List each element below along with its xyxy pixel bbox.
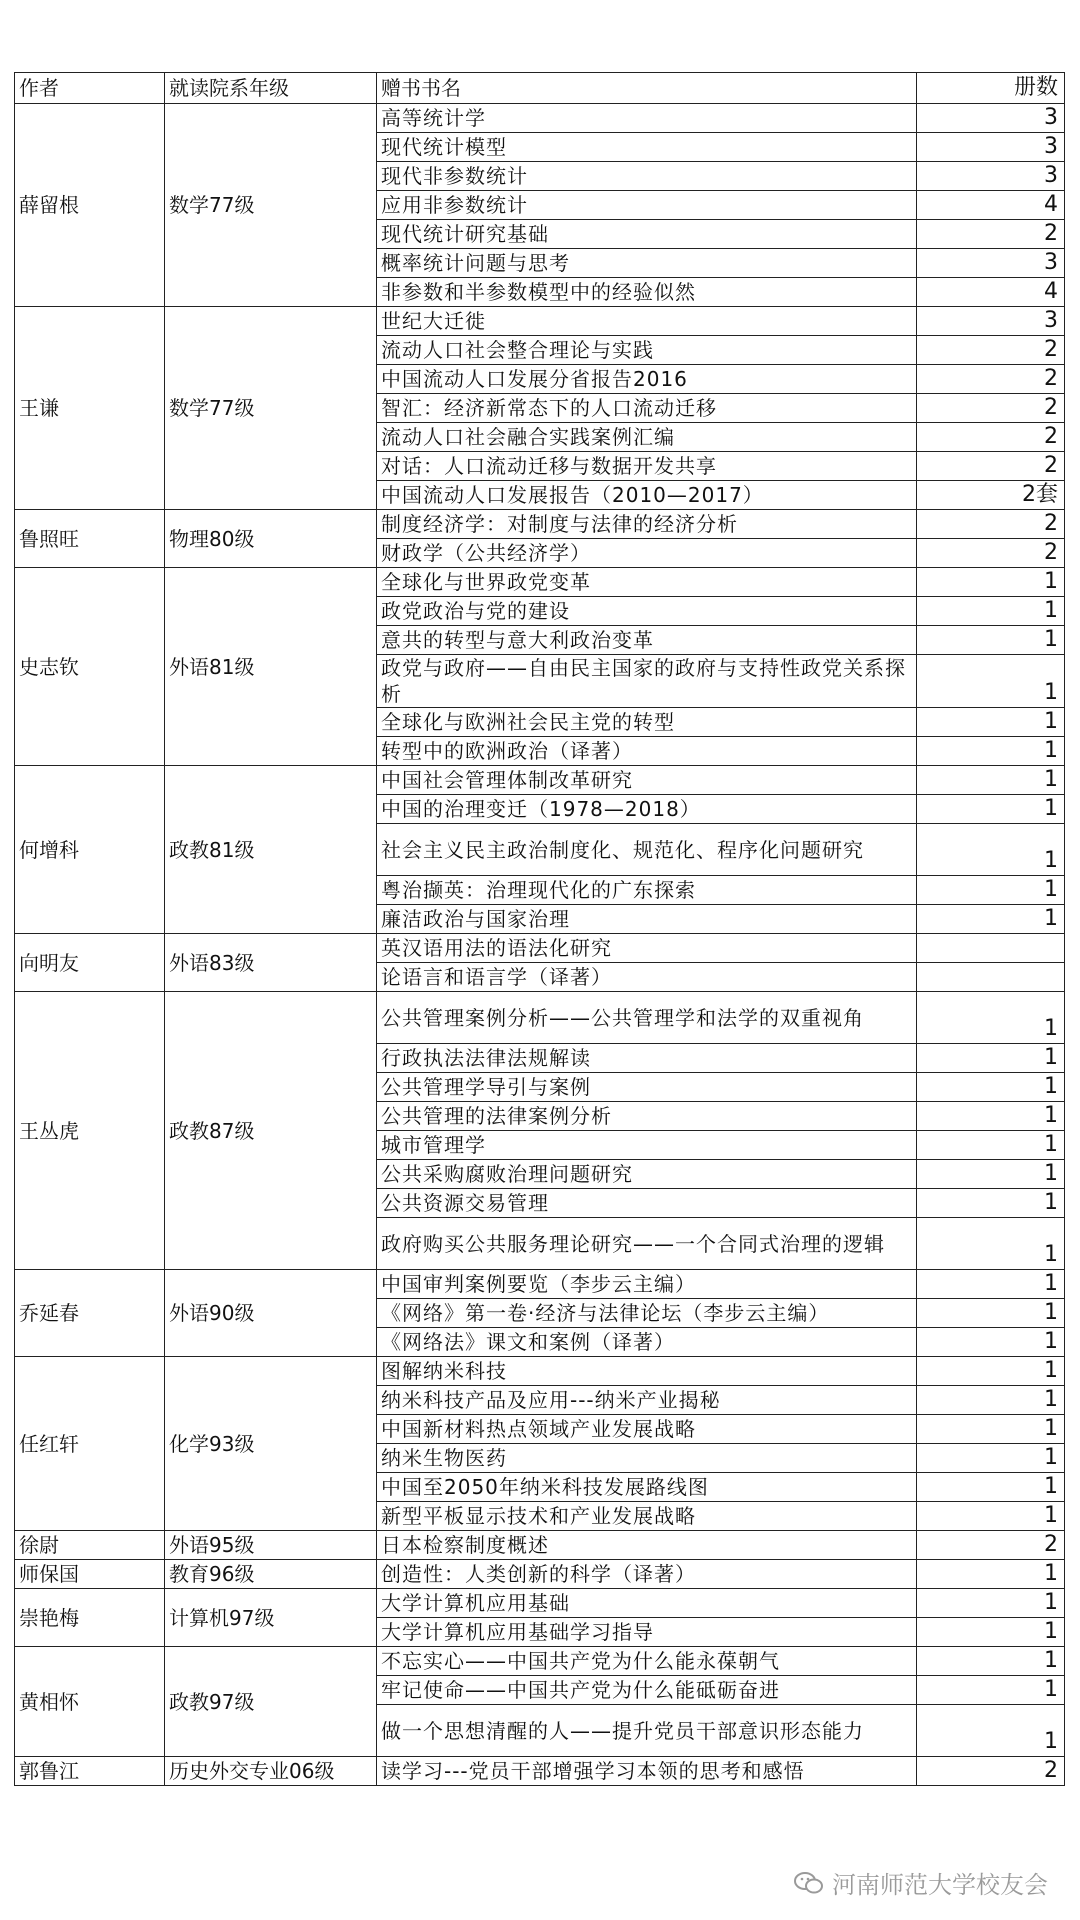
count-cell: 3 bbox=[917, 104, 1065, 133]
table-body bbox=[15, 104, 1065, 1786]
count-cell: 1 bbox=[917, 1415, 1065, 1444]
author-cell: 何增科 bbox=[15, 766, 165, 934]
count-cell: 1 bbox=[917, 737, 1065, 766]
author-cell: 薛留根 bbox=[15, 104, 165, 307]
book-title-cell: 政党与政府——自由民主国家的政府与支持性政党关系探析 bbox=[377, 655, 917, 708]
book-title-cell: 中国审判案例要览（李步云主编） bbox=[377, 1270, 917, 1299]
count-cell: 1 bbox=[917, 1299, 1065, 1328]
count-cell: 1 bbox=[917, 876, 1065, 905]
count-cell: 1 bbox=[917, 1160, 1065, 1189]
dept-cell: 外语90级 bbox=[165, 1270, 377, 1357]
watermark bbox=[794, 1865, 1048, 1900]
donation-sheet bbox=[14, 72, 1064, 1786]
book-title-cell: 全球化与世界政党变革 bbox=[377, 568, 917, 597]
dept-cell: 政教81级 bbox=[165, 766, 377, 934]
author-cell: 鲁照旺 bbox=[15, 510, 165, 568]
book-title-cell: 日本检察制度概述 bbox=[377, 1531, 917, 1560]
count-cell: 2 bbox=[917, 423, 1065, 452]
book-title-cell: 流动人口社会融合实践案例汇编 bbox=[377, 423, 917, 452]
count-cell: 1 bbox=[917, 1589, 1065, 1618]
count-cell: 2 bbox=[917, 452, 1065, 481]
author-cell: 徐尉 bbox=[15, 1531, 165, 1560]
header-dept: 就读院系年级 bbox=[165, 73, 377, 104]
author-cell: 乔延春 bbox=[15, 1270, 165, 1357]
table-row bbox=[15, 1560, 1065, 1589]
count-cell: 1 bbox=[917, 1102, 1065, 1131]
header-count: 册数 bbox=[917, 73, 1065, 104]
count-cell: 2 bbox=[917, 539, 1065, 568]
count-cell: 1 bbox=[917, 1560, 1065, 1589]
header-author: 作者 bbox=[15, 73, 165, 104]
watermark-text: 河南师范大学校友会 bbox=[832, 1871, 1048, 1899]
book-title-cell: 《网络法》课文和案例（译著） bbox=[377, 1328, 917, 1357]
book-title-cell: 大学计算机应用基础学习指导 bbox=[377, 1618, 917, 1647]
book-title-cell: 公共资源交易管理 bbox=[377, 1189, 917, 1218]
book-title-cell: 现代统计模型 bbox=[377, 133, 917, 162]
count-cell: 4 bbox=[917, 278, 1065, 307]
count-cell: 2 bbox=[917, 1531, 1065, 1560]
count-cell: 1 bbox=[917, 1073, 1065, 1102]
table-row bbox=[15, 1531, 1065, 1560]
count-cell: 1 bbox=[917, 1473, 1065, 1502]
table-row bbox=[15, 104, 1065, 133]
dept-cell: 计算机97级 bbox=[165, 1589, 377, 1647]
count-cell: 3 bbox=[917, 162, 1065, 191]
book-title-cell: 现代统计研究基础 bbox=[377, 220, 917, 249]
count-cell: 1 bbox=[917, 1647, 1065, 1676]
table-row bbox=[15, 510, 1065, 539]
count-cell bbox=[917, 934, 1065, 963]
book-title-cell: 大学计算机应用基础 bbox=[377, 1589, 917, 1618]
count-cell: 4 bbox=[917, 191, 1065, 220]
book-title-cell: 纳米生物医药 bbox=[377, 1444, 917, 1473]
book-title-cell: 新型平板显示技术和产业发展战略 bbox=[377, 1502, 917, 1531]
table-row bbox=[15, 1270, 1065, 1299]
book-donation-table bbox=[14, 72, 1065, 1786]
book-title-cell: 做一个思想清醒的人——提升党员干部意识形态能力 bbox=[377, 1705, 917, 1757]
table-row bbox=[15, 992, 1065, 1044]
count-cell: 1 bbox=[917, 708, 1065, 737]
count-cell: 1 bbox=[917, 1328, 1065, 1357]
count-cell: 2 bbox=[917, 220, 1065, 249]
count-cell: 2 bbox=[917, 365, 1065, 394]
book-title-cell: 智汇：经济新常态下的人口流动迁移 bbox=[377, 394, 917, 423]
book-title-cell: 中国社会管理体制改革研究 bbox=[377, 766, 917, 795]
book-title-cell: 《网络》第一卷·经济与法律论坛（李步云主编） bbox=[377, 1299, 917, 1328]
book-title-cell: 纳米科技产品及应用---纳米产业揭秘 bbox=[377, 1386, 917, 1415]
dept-cell: 外语81级 bbox=[165, 568, 377, 766]
book-title-cell: 概率统计问题与思考 bbox=[377, 249, 917, 278]
count-cell: 2 bbox=[917, 336, 1065, 365]
book-title-cell: 中国的治理变迁（1978—2018） bbox=[377, 795, 917, 824]
book-title-cell: 现代非参数统计 bbox=[377, 162, 917, 191]
count-cell: 1 bbox=[917, 795, 1065, 824]
count-cell: 2套 bbox=[917, 481, 1065, 510]
author-cell: 黄相怀 bbox=[15, 1647, 165, 1757]
count-cell: 3 bbox=[917, 133, 1065, 162]
book-title-cell: 创造性：人类创新的科学（译著） bbox=[377, 1560, 917, 1589]
book-title-cell: 应用非参数统计 bbox=[377, 191, 917, 220]
count-cell: 1 bbox=[917, 626, 1065, 655]
wechat-icon bbox=[794, 1871, 824, 1895]
book-title-cell: 中国至2050年纳米科技发展路线图 bbox=[377, 1473, 917, 1502]
book-title-cell: 粤治撷英：治理现代化的广东探索 bbox=[377, 876, 917, 905]
count-cell: 1 bbox=[917, 766, 1065, 795]
book-title-cell: 世纪大迁徙 bbox=[377, 307, 917, 336]
count-cell: 2 bbox=[917, 394, 1065, 423]
count-cell: 1 bbox=[917, 1444, 1065, 1473]
author-cell: 郭鲁江 bbox=[15, 1757, 165, 1786]
table-row bbox=[15, 934, 1065, 963]
book-title-cell: 牢记使命——中国共产党为什么能砥砺奋进 bbox=[377, 1676, 917, 1705]
table-row bbox=[15, 568, 1065, 597]
book-title-cell: 中国流动人口发展分省报告2016 bbox=[377, 365, 917, 394]
book-title-cell: 英汉语用法的语法化研究 bbox=[377, 934, 917, 963]
book-title-cell: 公共管理学导引与案例 bbox=[377, 1073, 917, 1102]
count-cell: 1 bbox=[917, 1218, 1065, 1270]
count-cell: 1 bbox=[917, 1618, 1065, 1647]
count-cell: 1 bbox=[917, 1705, 1065, 1757]
count-cell: 1 bbox=[917, 1386, 1065, 1415]
count-cell: 1 bbox=[917, 655, 1065, 708]
header-book: 赠书书名 bbox=[377, 73, 917, 104]
table-row bbox=[15, 1357, 1065, 1386]
author-cell: 史志钦 bbox=[15, 568, 165, 766]
table-row bbox=[15, 766, 1065, 795]
author-cell: 王谦 bbox=[15, 307, 165, 510]
count-cell: 1 bbox=[917, 824, 1065, 876]
book-title-cell: 不忘实心——中国共产党为什么能永葆朝气 bbox=[377, 1647, 917, 1676]
book-title-cell: 公共管理案例分析——公共管理学和法学的双重视角 bbox=[377, 992, 917, 1044]
count-cell: 1 bbox=[917, 1502, 1065, 1531]
dept-cell: 政教87级 bbox=[165, 992, 377, 1270]
count-cell: 1 bbox=[917, 1270, 1065, 1299]
dept-cell: 外语83级 bbox=[165, 934, 377, 992]
count-cell: 1 bbox=[917, 1131, 1065, 1160]
count-cell: 1 bbox=[917, 568, 1065, 597]
author-cell: 任红轩 bbox=[15, 1357, 165, 1531]
dept-cell: 外语95级 bbox=[165, 1531, 377, 1560]
count-cell: 1 bbox=[917, 1676, 1065, 1705]
dept-cell: 历史外交专业06级 bbox=[165, 1757, 377, 1786]
dept-cell: 数学77级 bbox=[165, 104, 377, 307]
book-title-cell: 对话：人口流动迁移与数据开发共享 bbox=[377, 452, 917, 481]
book-title-cell: 论语言和语言学（译著） bbox=[377, 963, 917, 992]
count-cell: 3 bbox=[917, 249, 1065, 278]
count-cell: 1 bbox=[917, 992, 1065, 1044]
book-title-cell: 中国新材料热点领域产业发展战略 bbox=[377, 1415, 917, 1444]
book-title-cell: 行政执法法律法规解读 bbox=[377, 1044, 917, 1073]
table-row bbox=[15, 1647, 1065, 1676]
author-cell: 崇艳梅 bbox=[15, 1589, 165, 1647]
table-row bbox=[15, 1757, 1065, 1786]
book-title-cell: 公共采购腐败治理问题研究 bbox=[377, 1160, 917, 1189]
author-cell: 师保国 bbox=[15, 1560, 165, 1589]
dept-cell: 化学93级 bbox=[165, 1357, 377, 1531]
count-cell: 1 bbox=[917, 1189, 1065, 1218]
table-row bbox=[15, 307, 1065, 336]
book-title-cell: 中国流动人口发展报告（2010—2017） bbox=[377, 481, 917, 510]
book-title-cell: 政党政治与党的建设 bbox=[377, 597, 917, 626]
book-title-cell: 高等统计学 bbox=[377, 104, 917, 133]
book-title-cell: 社会主义民主政治制度化、规范化、程序化问题研究 bbox=[377, 824, 917, 876]
book-title-cell: 城市管理学 bbox=[377, 1131, 917, 1160]
author-cell: 王丛虎 bbox=[15, 992, 165, 1270]
book-title-cell: 政府购买公共服务理论研究——一个合同式治理的逻辑 bbox=[377, 1218, 917, 1270]
book-title-cell: 廉洁政治与国家治理 bbox=[377, 905, 917, 934]
dept-cell: 教育96级 bbox=[165, 1560, 377, 1589]
author-cell: 向明友 bbox=[15, 934, 165, 992]
book-title-cell: 读学习---党员干部增强学习本领的思考和感悟 bbox=[377, 1757, 917, 1786]
table-header-row bbox=[15, 73, 1065, 104]
count-cell: 3 bbox=[917, 307, 1065, 336]
book-title-cell: 制度经济学：对制度与法律的经济分析 bbox=[377, 510, 917, 539]
book-title-cell: 图解纳米科技 bbox=[377, 1357, 917, 1386]
dept-cell: 物理80级 bbox=[165, 510, 377, 568]
count-cell: 1 bbox=[917, 1044, 1065, 1073]
count-cell bbox=[917, 963, 1065, 992]
book-title-cell: 财政学（公共经济学） bbox=[377, 539, 917, 568]
count-cell: 2 bbox=[917, 1757, 1065, 1786]
count-cell: 1 bbox=[917, 905, 1065, 934]
book-title-cell: 转型中的欧洲政治（译著） bbox=[377, 737, 917, 766]
book-title-cell: 公共管理的法律案例分析 bbox=[377, 1102, 917, 1131]
dept-cell: 政教97级 bbox=[165, 1647, 377, 1757]
count-cell: 2 bbox=[917, 510, 1065, 539]
book-title-cell: 流动人口社会整合理论与实践 bbox=[377, 336, 917, 365]
book-title-cell: 全球化与欧洲社会民主党的转型 bbox=[377, 708, 917, 737]
count-cell: 1 bbox=[917, 597, 1065, 626]
book-title-cell: 非参数和半参数模型中的经验似然 bbox=[377, 278, 917, 307]
dept-cell: 数学77级 bbox=[165, 307, 377, 510]
book-title-cell: 意共的转型与意大利政治变革 bbox=[377, 626, 917, 655]
count-cell: 1 bbox=[917, 1357, 1065, 1386]
table-row bbox=[15, 1589, 1065, 1618]
